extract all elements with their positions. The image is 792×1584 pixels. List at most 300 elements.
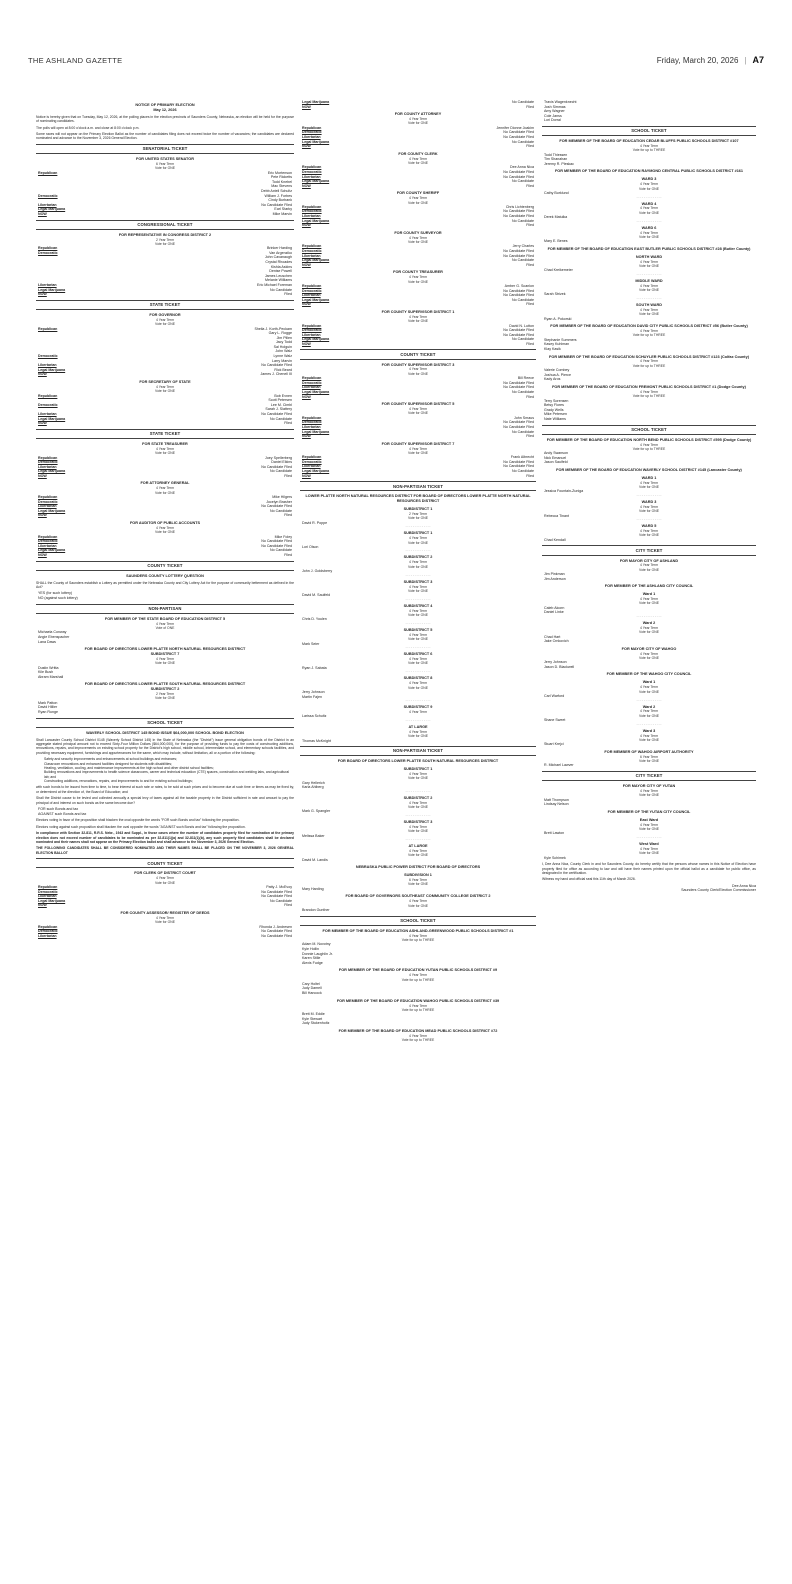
- office-heading: [300, 402, 536, 416]
- candidate-name: Lori Dorral: [544, 118, 561, 123]
- candidate-name: Andy Swanson: [544, 451, 568, 456]
- party-label: NOW: [38, 473, 47, 478]
- candidate-name: Nate Williams: [544, 416, 566, 421]
- certification-text: I, Dee Anna Nica, County Clerk in and for Saunders County, do hereby certify that the persons whose names in this Notice of Election have properly filed for office as according to law and will have their names printed upon the official ballot as a candidate for public office, as designated in the certification.: [542, 862, 756, 875]
- candidate-name: Brett Lawton: [544, 831, 565, 836]
- office-block: [300, 363, 536, 400]
- office-title: FOR MEMBER OF THE BOARD OF EDUCATION ASHLAND-GREENWOOD PUBLIC SCHOOLS DISTRICT #1: [322, 928, 514, 933]
- candidate-name: Denise Powell: [269, 269, 292, 274]
- party-label: Libertarian: [38, 933, 57, 938]
- divider: - - - - - - - - - - - - - -: [636, 697, 662, 702]
- office-title: FOR ATTORNEY GENERAL: [140, 481, 190, 486]
- candidate-name: William J. Forbes: [264, 193, 292, 198]
- divider: - - - - - - - - - - - - - -: [636, 271, 662, 276]
- party-label: Democratic: [302, 380, 322, 385]
- candidate-name: No Candidate Filed: [261, 929, 292, 934]
- bond-items: [36, 757, 294, 783]
- office-term: 2 Year Term: [408, 512, 428, 516]
- office-title: FOR REPRESENTATIVE IN CONGRESS DISTRICT 2: [118, 232, 212, 237]
- party-label: Legal Marijuana: [302, 218, 330, 223]
- candidate-name: Rick Beard: [274, 367, 292, 372]
- office-title: WARD 3: [641, 177, 657, 182]
- office-block: [542, 784, 756, 807]
- office-heading: [542, 303, 756, 317]
- ticket-heading: NON-PARTISAN TICKET: [300, 481, 536, 491]
- masthead: THE ASHLAND GAZETTE Friday, March 20, 2026 | A7: [28, 55, 764, 65]
- candidate-name: No Candidate: [512, 139, 534, 144]
- candidate-name: Betsy Flores: [544, 403, 564, 408]
- candidate-row: [300, 302, 536, 307]
- office-heading: [36, 647, 294, 665]
- candidate-name: John Cavanaugh: [264, 255, 292, 260]
- party-label: NOW: [302, 183, 311, 188]
- office-heading: [542, 818, 756, 832]
- office-title: SUBDISTRICT 2: [403, 555, 433, 560]
- candidate-row: [300, 144, 536, 149]
- candidate-name: Jim Pillen: [276, 335, 292, 340]
- ticket-heading: COUNTY TICKET: [300, 349, 536, 359]
- candidate-name: No Candidate Filed: [503, 459, 534, 464]
- office-heading: [542, 500, 756, 514]
- office-block: [300, 270, 536, 307]
- office-heading: [36, 157, 294, 171]
- candidate-name: No Candidate Filed: [261, 539, 292, 544]
- candidate-name: Frank Albrecht: [510, 455, 534, 460]
- party-label: Democratic: [38, 889, 58, 894]
- office-heading: [300, 894, 536, 908]
- party-label: Democratic: [38, 354, 58, 359]
- notice-title: NOTICE OF PRIMARY ELECTION: [135, 103, 195, 107]
- office-title: FOR MAYOR CITY OF ASHLAND: [619, 558, 679, 563]
- candidate-name: Jessica Fountain-Zuniga: [544, 489, 584, 494]
- candidate-name: No Candidate Filed: [503, 293, 534, 298]
- party-label: Libertarian: [38, 411, 57, 416]
- ticket-heading: NON-PARTISAN: [36, 604, 294, 614]
- office-heading: [300, 580, 536, 594]
- party-label: Legal Marijuana: [302, 429, 330, 434]
- candidate-name: Chad Kendall: [544, 537, 566, 542]
- candidate-name: Karla Ahlberg: [302, 785, 324, 790]
- candidate-name: Lana Daws: [38, 639, 56, 644]
- candidate-name: Cole Janss: [544, 113, 562, 118]
- office-title: FOR MEMBER OF THE BOARD OF EDUCATION MEAD PUBLIC SCHOOLS DISTRICT #72: [338, 1029, 498, 1034]
- candidate-name: Joey Spellerberg: [265, 455, 292, 460]
- office-vote: Vote for ONE: [155, 166, 175, 171]
- candidate-name: Mark Patton: [38, 700, 58, 705]
- party-label: Democratic: [38, 460, 58, 465]
- office-heading: [542, 438, 756, 452]
- candidate-name: R. Michael Lawver: [544, 763, 574, 768]
- office-term: 4 Year Term: [408, 196, 428, 201]
- office-heading: [300, 676, 536, 690]
- office-block: [36, 911, 294, 938]
- candidate-row: [300, 105, 536, 110]
- candidate-name: Filed: [284, 421, 292, 426]
- office-heading: [542, 476, 756, 490]
- candidate-row: [300, 184, 536, 189]
- party-label: Democratic: [38, 539, 58, 544]
- office-title: SUBDISTRICT 1: [403, 531, 433, 536]
- party-label: Libertarian: [302, 424, 321, 429]
- bond-item: • Classroom renovations and enhanced facilities designed for students with disabilities;: [44, 762, 294, 766]
- candidate-name: Chris Lichtenberg: [505, 204, 534, 209]
- candidate-row: [36, 421, 294, 426]
- office-term: 4 Year Term: [639, 822, 659, 827]
- office-vote: Vote for ONE: [155, 241, 175, 246]
- candidate-name: Grady Wells: [544, 407, 564, 412]
- candidate-name: David R. Poppe: [302, 520, 328, 525]
- candidate-name: Filed: [526, 104, 534, 109]
- divider: - - - - - - - - - - - - - -: [636, 613, 662, 618]
- office-vote: Vote for ONE: [408, 121, 428, 126]
- party-label: NOW: [38, 552, 47, 557]
- party-label: NOW: [302, 434, 311, 439]
- candidate-name: No Candidate: [270, 548, 292, 553]
- subdistrict-list: [542, 177, 756, 244]
- office-term: 4 Year Term: [408, 117, 428, 122]
- candidate-name: Sarah J. Slattery: [265, 407, 292, 412]
- office-title: MIDDLE WARD: [635, 278, 663, 283]
- office-term: 4 Year Term: [639, 733, 659, 738]
- candidate-name: No Candidate: [270, 508, 292, 513]
- office-term: 4 Year Term: [408, 446, 428, 451]
- candidate-name: Tim Shanahan: [544, 157, 568, 162]
- bond-item: • Safety and security improvements and enhancements at school buildings and entrances;: [44, 757, 294, 761]
- candidate-row: [36, 553, 294, 558]
- divider: - - - - - - - - - - - - - -: [636, 834, 662, 839]
- office-heading: [300, 363, 536, 377]
- office-block: [300, 231, 536, 268]
- candidate-name: Stephanie Summers: [544, 337, 577, 342]
- office-heading: [542, 672, 756, 677]
- office-vote: Vote for ONE: [639, 312, 659, 317]
- party-label: Libertarian: [38, 282, 57, 287]
- office-term: 4 Year Term: [639, 206, 659, 211]
- candidate-name: No Candidate Filed: [261, 202, 292, 207]
- office-term: 4 Year Term: [639, 846, 659, 851]
- office-title: FOR COUNTY ATTORNEY: [394, 112, 442, 117]
- party-label: Democratic: [302, 249, 322, 253]
- party-label: Libertarian: [38, 464, 57, 469]
- office-term: 4 Year Term: [408, 608, 428, 613]
- candidate-name: Jason Saulfeld: [544, 460, 568, 465]
- witness-text: Witness my hand and official seal this 11th day of March 2026.: [542, 877, 636, 882]
- office-title: SUBDISTRICT 3: [403, 820, 433, 825]
- office-heading: [300, 191, 536, 205]
- office-heading: [542, 468, 756, 473]
- office-vote: Vote for ONE: [408, 200, 428, 205]
- candidate-name: No Candidate Filed: [503, 385, 534, 390]
- office-vote: Vote for ONE: [155, 490, 175, 495]
- district-title: NEBRASKA PUBLIC POWER DISTRICT FOR BOARD OF DIRECTORS: [355, 865, 481, 870]
- candidate-name: John J. Goldsberry: [302, 569, 333, 574]
- office-block: [542, 355, 756, 382]
- bond-item: • Constructing additions, renovations, repairs, and improvements to and for existing school buildings;: [44, 779, 294, 783]
- divider: - - - - - - - - - - - - - -: [405, 837, 431, 842]
- candidate-name: Todd Thiessen: [544, 152, 568, 157]
- lottery-text: SHALL the County of Saunders establish a Lottery as permitted under the Nebraska County and City Lottery Act for the purpose of community betterment as defined in the Act?: [36, 580, 294, 589]
- party-label: Legal Marijuana: [38, 367, 66, 372]
- office-heading: [542, 279, 756, 293]
- office-vote: Vote for ONE: [639, 288, 659, 293]
- office-heading: [542, 750, 756, 764]
- office-title: FOR GOVERNOR: [149, 312, 181, 317]
- candidate-name: No Candidate: [512, 218, 534, 223]
- divider: - - - - - - - - - - - - - -: [636, 721, 662, 726]
- candidate-name: Gary Hellerich: [302, 780, 325, 785]
- office-title: FOR MEMBER OF THE BOARD OF EDUCATION SCHUYLER PUBLIC SCHOOLS DISTRICT #123 (Colfax County): [549, 354, 749, 359]
- candidate-name: No Candidate Filed: [261, 464, 292, 469]
- office-heading: [300, 873, 536, 887]
- candidate-name: Melissa Baker: [302, 833, 325, 838]
- candidate-row: [300, 342, 536, 347]
- party-label: NOW: [302, 341, 311, 346]
- office-vote: Vote for ONE: [639, 630, 659, 635]
- issue-date: Friday, March 20, 2026: [656, 55, 739, 65]
- party-label: NOW: [38, 421, 47, 426]
- party-label: Democratic: [302, 169, 322, 174]
- publication-name: THE ASHLAND GAZETTE: [28, 55, 123, 65]
- office-heading: [542, 202, 756, 216]
- office-vote: Vote for ONE: [408, 319, 428, 324]
- office-term: 4 Year Term: [639, 651, 659, 656]
- party-label: Democratic: [38, 250, 58, 255]
- candidate-name: Filed: [526, 183, 534, 188]
- party-label: Republican: [38, 884, 58, 889]
- office-block: [300, 442, 536, 479]
- office-term: 4 Year Term: [155, 915, 175, 920]
- office-term: 4 Year Term: [639, 329, 659, 334]
- divider: - - - - - - - - - - - - - -: [405, 548, 431, 553]
- office-block: [300, 929, 536, 966]
- office-title: FOR COUNTY ASSESSOR/ REGISTER OF DEEDS: [120, 910, 210, 915]
- office-vote: Vote for ONE: [408, 829, 428, 834]
- candidate-name: Kady Aros: [544, 377, 561, 382]
- office-heading: [542, 177, 756, 191]
- candidate-name: Filed: [526, 434, 534, 439]
- office-vote: Vote for ONE: [639, 793, 659, 798]
- column-3: [542, 100, 756, 1570]
- party-label: Democratic: [302, 420, 322, 425]
- office-heading: [542, 729, 756, 743]
- office-term: 4 Year Term: [639, 709, 659, 714]
- office-heading: [542, 524, 756, 538]
- bond-item: • Heating, ventilation, cooling, and maintenance improvements at the high school and other district school facilities;: [44, 766, 294, 770]
- party-label: NOW: [38, 513, 47, 518]
- office-heading: [542, 584, 756, 589]
- party-label: Republican: [302, 244, 322, 249]
- party-label: NOW: [38, 903, 47, 908]
- office-term: 4 Year Term: [408, 729, 428, 734]
- candidate-row: [36, 903, 294, 908]
- candidate-name: Amy Wagner: [544, 109, 565, 114]
- office-block: [542, 324, 756, 351]
- candidate-names: [542, 100, 756, 123]
- office-term: 4 Year Term: [408, 367, 428, 372]
- office-heading: [542, 559, 756, 573]
- office-vote: Vote for ONE: [155, 696, 175, 701]
- candidate-name: Travis Wagenknecht: [544, 100, 577, 104]
- party-label: Libertarian: [302, 214, 321, 219]
- office-heading: [36, 871, 294, 885]
- candidate-name: Daniel Linke: [544, 610, 564, 615]
- divider: - - - - - - - - - - - - - -: [405, 621, 431, 625]
- candidate-name: Chad Kreikemeier: [544, 268, 573, 273]
- candidate-name: Filed: [526, 262, 534, 267]
- district-title: FOR BOARD OF DIRECTORS LOWER PLATTE SOUTH NATURAL RESOURCES DISTRICT: [337, 759, 499, 764]
- office-term: 2 Year Term: [155, 237, 175, 242]
- office-block: [542, 438, 756, 465]
- office-heading: [36, 682, 294, 700]
- office-title: FOR MEMBER OF THE BOARD OF EDUCATION FREMONT PUBLIC SCHOOLS DISTRICT #1 (Dodge County): [552, 384, 746, 389]
- divider: - - - - - - - - - - - - - -: [405, 524, 431, 529]
- office-vote: Vote for ONE: [639, 851, 659, 856]
- party-label: Libertarian: [302, 385, 321, 390]
- candidate-name: Martin Fajen: [302, 694, 322, 699]
- office-vote: Vote for ONE: [639, 509, 659, 514]
- office-term: 4 Year Term: [155, 621, 175, 626]
- candidate-name: Rhonda J. Andresen: [259, 924, 292, 929]
- office-title: East Ward: [639, 817, 659, 822]
- candidate-row: [36, 474, 294, 479]
- office-title: WARD 1: [641, 475, 657, 480]
- party-label: Legal Marijuana: [302, 100, 330, 104]
- office-heading: [542, 842, 756, 856]
- office-term: 4 Year Term: [408, 681, 428, 686]
- office-term: 4 Year Term: [408, 584, 428, 589]
- office-title: SUBDISTRICT 9: [403, 705, 433, 710]
- candidate-name: Eric Michael Foreman: [257, 282, 292, 287]
- office-block: [300, 894, 536, 912]
- office-block: [542, 750, 756, 768]
- candidate-name: Sheila J. Korth-Peckam: [254, 326, 292, 331]
- candidate-name: Matt Thompson: [544, 797, 569, 802]
- office-vote: Vote for ONE: [155, 322, 175, 327]
- office-block: [542, 647, 756, 670]
- candidate-rows: [300, 100, 536, 109]
- candidate-name: Brandon Gunther: [302, 908, 330, 912]
- office-heading: [542, 810, 756, 815]
- party-label: Republican: [302, 376, 322, 381]
- party-label: Libertarian: [302, 332, 321, 337]
- office-title: SUBDISTRICT 2: [403, 795, 433, 800]
- signature-name: Dee Anna Nica: [732, 883, 756, 888]
- candidate-name: Lindsay Nelson: [544, 802, 569, 807]
- candidate-name: Lori Olson: [302, 544, 319, 549]
- candidate-name: Mary Harding: [302, 886, 324, 891]
- candidate-name: No Candidate Filed: [503, 464, 534, 469]
- candidate-name: Nick Emanuel: [544, 455, 567, 460]
- office-vote: Vote for ONE: [408, 240, 428, 245]
- office-title: AT LARGE: [408, 724, 428, 729]
- party-label: Legal Marijuana: [302, 139, 330, 144]
- divider: - - - - - - - - - - - - - -: [405, 698, 431, 703]
- party-label: Republican: [38, 326, 58, 331]
- party-label: NOW: [302, 104, 311, 109]
- notice-date: May 12, 2026: [153, 107, 177, 112]
- party-label: NOW: [38, 372, 47, 377]
- office-title: FOR MEMBER OF THE BOARD OF EDUCATION WAVERLY SCHOOL DISTRICT #145 (Lancaster County): [556, 468, 742, 473]
- office-title: FOR MEMBER OF THE ASHLAND CITY COUNCIL: [604, 584, 694, 589]
- party-label: NOW: [302, 223, 311, 228]
- office-title: FOR COUNTY SHERIFF: [396, 191, 440, 196]
- candidate-name: Jerry Johnson: [302, 689, 325, 694]
- office-term: 4 Year Term: [408, 933, 428, 938]
- office-term: 4 Year Term: [639, 283, 659, 288]
- ticket-heading: CITY TICKET: [542, 545, 756, 555]
- office-vote: Vote for up to THREE: [632, 446, 666, 451]
- office-heading: [300, 270, 536, 284]
- office-term: 4 Year Term: [408, 800, 428, 805]
- office-block: [300, 968, 536, 995]
- office-heading: [300, 1029, 536, 1043]
- party-label: Libertarian: [302, 174, 321, 179]
- office-term: 4 Year Term: [408, 156, 428, 161]
- office-vote: Vote for ONE: [639, 234, 659, 239]
- office-title: FOR MEMBER OF THE STATE BOARD OF EDUCATION DISTRICT 5: [104, 616, 226, 621]
- candidate-name: Filed: [526, 302, 534, 307]
- office-title: WARD 5: [641, 524, 657, 529]
- candidate-name: Earl Starky: [274, 207, 292, 212]
- office-title: SUBDISTRICT 5: [403, 628, 433, 632]
- ticket-heading: CONGRESSIONAL TICKET: [36, 220, 294, 230]
- office-term: 4 Year Term: [408, 235, 428, 240]
- candidate-name: Bill Reece: [517, 376, 534, 381]
- candidate-name: Ryan Runge: [38, 709, 58, 714]
- office-vote: Vote for ONE: [639, 689, 659, 694]
- office-title: Ward 1: [642, 592, 656, 597]
- candidate-name: Ryan J. Sabata: [302, 665, 327, 670]
- office-vote: Vote for ONE: [639, 737, 659, 742]
- candidate-name: James J. Chenell III: [260, 372, 292, 377]
- office-vote: Vote for ONE: [408, 637, 428, 642]
- office-title: FOR BOARD OF DIRECTORS LOWER PLATTE NORTH NATURAL RESOURCES DISTRICT: [84, 647, 246, 652]
- candidate-name: Mike Marvin: [272, 211, 292, 216]
- candidate-name: Jerry Charles: [512, 244, 534, 249]
- candidate-name: Mark Seier: [302, 641, 320, 646]
- candidate-name: Kyle Stewart: [302, 1016, 323, 1021]
- party-label: Republican: [38, 495, 58, 500]
- office-title: FOR MEMBER OF THE WAHOO CITY COUNCIL: [606, 672, 692, 677]
- office-heading: [36, 313, 294, 327]
- office-heading: [542, 784, 756, 798]
- office-heading: [542, 680, 756, 694]
- party-label: Legal Marijuana: [38, 469, 66, 474]
- office-heading: [542, 592, 756, 606]
- office-term: 6 Year Term: [639, 754, 659, 759]
- office-term: 4 Year Term: [408, 899, 428, 904]
- ticket-heading: CITY TICKET: [542, 771, 756, 781]
- party-label: NOW: [38, 292, 47, 297]
- candidate-name: Filed: [526, 341, 534, 346]
- party-label: NOW: [302, 144, 311, 149]
- candidate-name: Jerry Johnson: [544, 660, 567, 665]
- office-heading: [542, 355, 756, 369]
- candidate-name: Shane Sweet: [544, 718, 566, 723]
- candidate-name: No Candidate: [270, 287, 292, 292]
- candidate-name: Kile Bush: [38, 670, 54, 675]
- candidate-name: Mike Foley: [274, 534, 292, 539]
- party-label: Legal Marijuana: [302, 469, 330, 474]
- office-heading: [542, 621, 756, 635]
- office-block: [36, 380, 294, 426]
- divider: - - - - - - - - - - - - - -: [405, 572, 431, 577]
- office-title: FOR MEMBER OF THE YUTAN CITY COUNCIL: [607, 809, 691, 814]
- office-vote: Vote for up to THREE: [632, 333, 666, 338]
- office-term: 4 Year Term: [155, 656, 175, 661]
- party-label: Republican: [38, 393, 58, 398]
- office-vote: Vote for ONE: [639, 655, 659, 660]
